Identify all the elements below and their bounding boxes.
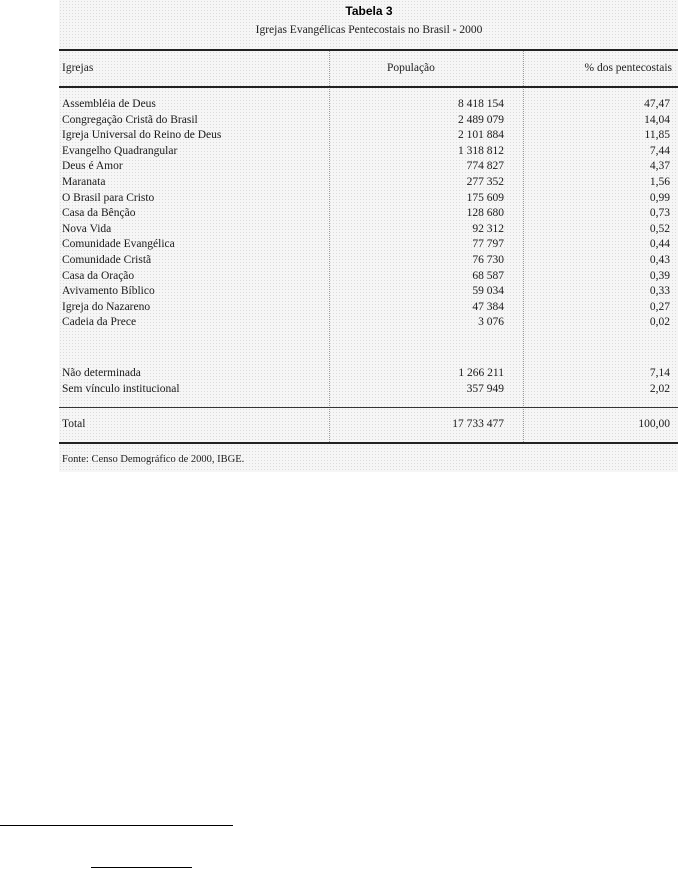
header-percent: % dos pentecostais (584, 62, 672, 74)
row-percent: 0,39 (649, 270, 670, 282)
total-label: Total (62, 418, 86, 430)
row-name: Avivamento Bíblico (62, 285, 155, 297)
row-percent: 0,44 (649, 238, 670, 250)
row-percent: 4,37 (649, 160, 670, 172)
total-top-rule (59, 407, 678, 408)
table-row (59, 205, 678, 221)
row-name: Comunidade Cristã (62, 254, 152, 266)
table-row (59, 283, 678, 299)
row-name: Casa da Bênção (62, 207, 136, 219)
row-name: Evangelho Quadrangular (62, 145, 178, 157)
table-row (59, 221, 678, 237)
header-rule (59, 86, 678, 88)
pentecostal-churches-table (59, 0, 678, 472)
table-row (59, 158, 678, 174)
table-row (59, 299, 678, 315)
row-population: 47 384 (472, 301, 504, 313)
row-population: 8 418 154 (458, 98, 504, 110)
table-row (59, 365, 678, 381)
row-name: Não determinada (62, 367, 141, 379)
row-name: Igreja do Nazareno (62, 301, 151, 313)
row-name: O Brasil para Cristo (62, 192, 155, 204)
row-percent: 2,02 (649, 383, 670, 395)
row-population: 59 034 (472, 285, 504, 297)
footnote-short-line (91, 867, 192, 868)
row-percent: 0,99 (649, 192, 670, 204)
row-percent: 1,56 (649, 176, 670, 188)
row-percent: 7,44 (649, 145, 670, 157)
row-population: 68 587 (472, 270, 504, 282)
table-row (59, 96, 678, 112)
row-population: 1 318 812 (458, 145, 504, 157)
table-row (59, 112, 678, 128)
row-name: Comunidade Evangélica (62, 238, 175, 250)
row-percent: 11,85 (644, 129, 670, 141)
row-name: Nova Vida (62, 223, 112, 235)
row-percent: 14,04 (644, 114, 670, 126)
row-percent: 47,47 (644, 98, 670, 110)
row-name: Casa da Oração (62, 270, 135, 282)
table-row (59, 127, 678, 143)
table-row (59, 143, 678, 159)
row-name: Cadeia da Prece (62, 316, 137, 328)
table-source: Fonte: Censo Demográfico de 2000, IBGE. (62, 454, 245, 465)
row-population: 277 352 (466, 176, 504, 188)
table-row-total (59, 416, 678, 432)
table-subtitle: Igrejas Evangélicas Pentecostais no Brasil - 2000 (255, 24, 483, 36)
table-row (59, 268, 678, 284)
table-row (59, 381, 678, 397)
row-percent: 0,52 (649, 223, 670, 235)
row-percent: 0,33 (649, 285, 670, 297)
row-percent: 0,27 (649, 301, 670, 313)
row-population: 1 266 211 (458, 367, 504, 379)
table-row (59, 252, 678, 268)
row-name: Deus é Amor (62, 160, 123, 172)
footnote-separator (0, 825, 233, 826)
row-population: 76 730 (472, 254, 504, 266)
table-row (59, 190, 678, 206)
table-row (59, 236, 678, 252)
row-percent: 0,43 (649, 254, 670, 266)
table-row (59, 314, 678, 330)
table-row (59, 174, 678, 190)
total-percent: 100,00 (638, 418, 670, 430)
row-population: 175 609 (466, 192, 504, 204)
table-title: Tabela 3 (345, 4, 393, 18)
row-percent: 0,02 (649, 316, 670, 328)
row-population: 3 076 (478, 316, 504, 328)
row-population: 774 827 (466, 160, 504, 172)
bottom-rule (59, 442, 678, 444)
row-population: 128 680 (466, 207, 504, 219)
header-churches: Igrejas (62, 62, 94, 74)
row-name: Assembléia de Deus (62, 98, 156, 110)
row-population: 2 489 079 (458, 114, 504, 126)
top-rule (59, 49, 678, 51)
row-name: Sem vínculo institucional (62, 383, 180, 395)
row-population: 77 797 (472, 238, 504, 250)
row-population: 2 101 884 (458, 129, 504, 141)
row-name: Igreja Universal do Reino de Deus (62, 129, 222, 141)
row-population: 357 949 (466, 383, 504, 395)
row-name: Maranata (62, 176, 106, 188)
row-population: 92 312 (472, 223, 504, 235)
row-percent: 7,14 (649, 367, 670, 379)
row-percent: 0,73 (649, 207, 670, 219)
total-population: 17 733 477 (452, 418, 504, 430)
header-population: População (387, 62, 435, 74)
row-name: Congregação Cristã do Brasil (62, 114, 198, 126)
